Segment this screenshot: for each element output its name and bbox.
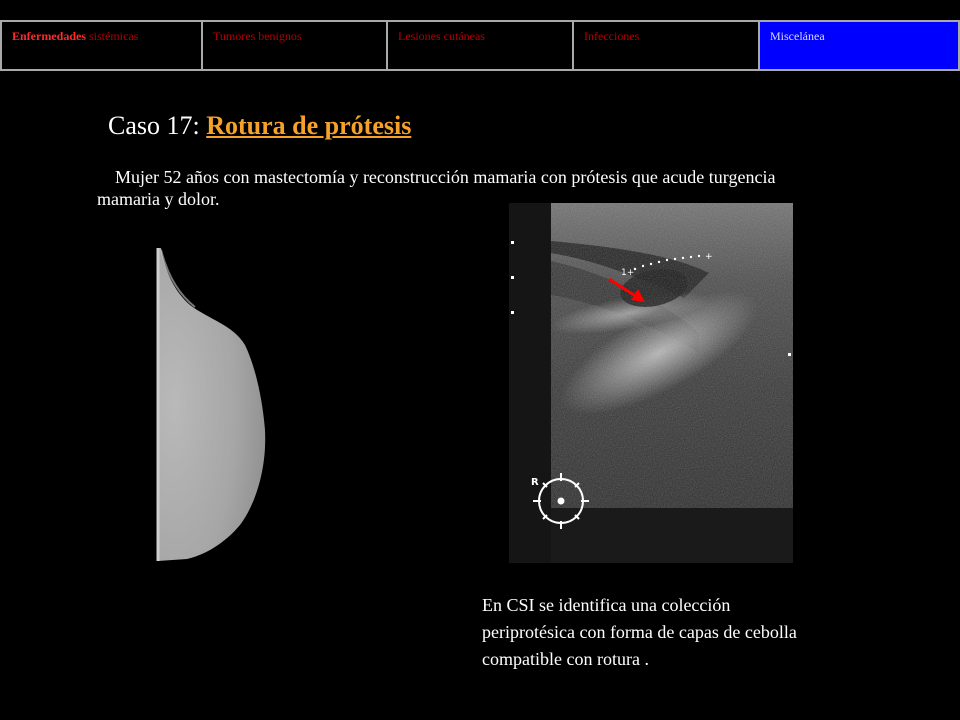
tab-label-strong: Enfermedades	[12, 29, 86, 43]
mammogram-image	[155, 245, 270, 565]
svg-text:1+: 1+	[621, 268, 635, 278]
svg-text:R: R	[531, 477, 539, 488]
tab-label: Miscelánea	[770, 29, 825, 43]
image-caption: En CSI se identifica una colección periprotésica con forma de capas de cebolla compatible con rotura .	[482, 595, 797, 669]
tab-label: Infecciones	[584, 29, 640, 43]
case-title-link[interactable]: Rotura de prótesis	[206, 111, 412, 140]
tab-lesiones-cutaneas[interactable]	[388, 22, 574, 69]
ultrasound-image	[509, 203, 793, 563]
tab-label: sistémicas	[86, 29, 139, 43]
page-title	[108, 111, 411, 141]
case-description: Mujer 52 años con mastectomía y reconstrucción mamaria con prótesis que acude turgencia mamaria y dolor.	[97, 167, 776, 209]
tab-tumores-benignos[interactable]	[203, 22, 388, 69]
tab-label: Tumores benignos	[213, 29, 302, 43]
svg-text:+: +	[705, 252, 713, 262]
case-number: Caso 17:	[108, 111, 200, 140]
tab-enfermedades-sistemicas[interactable]	[2, 22, 203, 69]
tab-infecciones[interactable]	[574, 22, 760, 69]
tab-label: Lesiones cutáneas	[398, 29, 485, 43]
navigation-tab-bar	[0, 20, 960, 71]
tab-miscelanea[interactable]	[760, 22, 958, 69]
